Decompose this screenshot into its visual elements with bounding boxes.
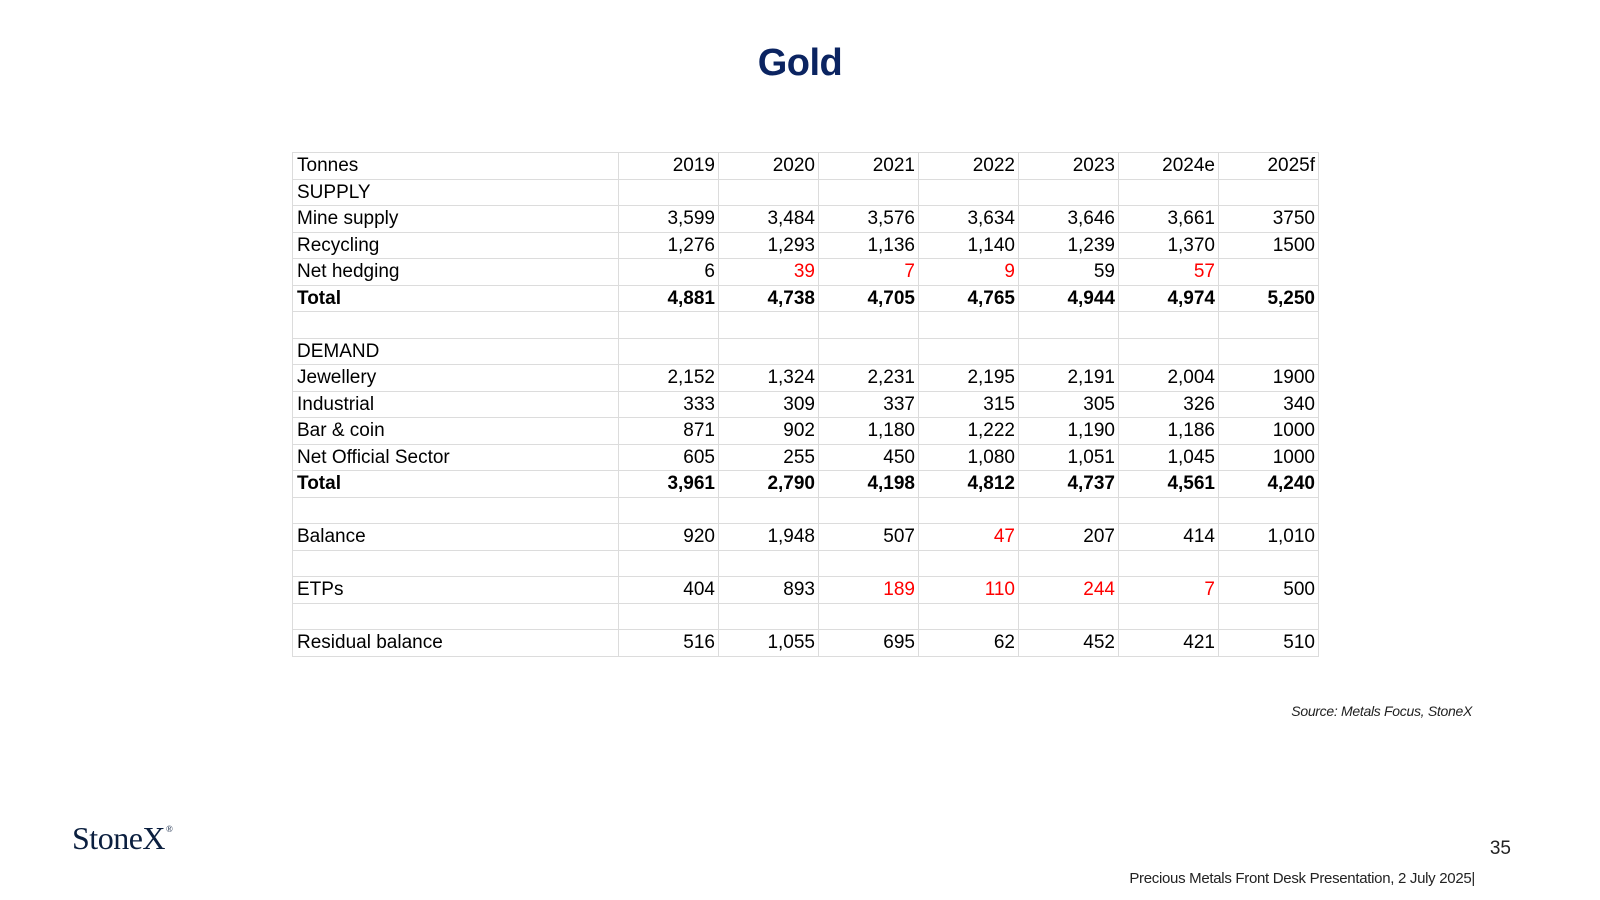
table-row (293, 471, 1319, 498)
table-cell (919, 603, 1019, 630)
table-cell (719, 497, 819, 524)
table-cell: 340 (1219, 391, 1319, 418)
table-row (293, 524, 1319, 551)
table-cell: 59 (1019, 259, 1119, 286)
logo-text: StoneX (72, 820, 165, 856)
row-label (293, 497, 619, 524)
table-cell (1019, 550, 1119, 577)
table-cell: 305 (1019, 391, 1119, 418)
table-cell: 3,634 (919, 206, 1019, 233)
table-cell (1219, 312, 1319, 339)
table-row (293, 179, 1319, 206)
table-cell: 902 (719, 418, 819, 445)
row-label: Total (293, 285, 619, 312)
table-cell: 1000 (1219, 444, 1319, 471)
header-label: Tonnes (293, 153, 619, 180)
table-cell: 1,186 (1119, 418, 1219, 445)
table-header-row (293, 153, 1319, 180)
table-cell: 404 (619, 577, 719, 604)
row-label: Mine supply (293, 206, 619, 233)
table-row (293, 338, 1319, 365)
table-row (293, 444, 1319, 471)
slide-title: Gold (757, 42, 843, 84)
header-year: 2023 (1019, 153, 1119, 180)
table-cell: 2,195 (919, 365, 1019, 392)
table-cell (1019, 312, 1119, 339)
row-label: Balance (293, 524, 619, 551)
table-cell: 4,944 (1019, 285, 1119, 312)
header-year: 2020 (719, 153, 819, 180)
table-cell (1219, 338, 1319, 365)
table-row (293, 259, 1319, 286)
table-cell (619, 497, 719, 524)
table-cell: 4,240 (1219, 471, 1319, 498)
table-cell: 1500 (1219, 232, 1319, 259)
row-label (293, 550, 619, 577)
table-cell (719, 312, 819, 339)
table-body (293, 153, 1319, 657)
table-cell (1119, 603, 1219, 630)
table-row (293, 577, 1319, 604)
table-cell: 421 (1119, 630, 1219, 657)
table-cell: 1,222 (919, 418, 1019, 445)
table-cell: 2,152 (619, 365, 719, 392)
table-cell (1019, 603, 1119, 630)
table-cell: 500 (1219, 577, 1319, 604)
table-cell (1019, 179, 1119, 206)
table-cell: 1,180 (819, 418, 919, 445)
table-cell: 3,646 (1019, 206, 1119, 233)
table-row (293, 497, 1319, 524)
table-cell (819, 312, 919, 339)
table-cell: 1,324 (719, 365, 819, 392)
table-cell (1119, 550, 1219, 577)
header-year: 2022 (919, 153, 1019, 180)
header-year: 2024e (1119, 153, 1219, 180)
table-cell (1019, 497, 1119, 524)
table-cell (1219, 259, 1319, 286)
table-cell: 244 (1019, 577, 1119, 604)
table-cell (1119, 497, 1219, 524)
table-row (293, 312, 1319, 339)
table-cell (919, 312, 1019, 339)
table-cell: 4,812 (919, 471, 1019, 498)
table-cell: 1,239 (1019, 232, 1119, 259)
table-cell (1119, 179, 1219, 206)
table-cell: 695 (819, 630, 919, 657)
table-cell: 4,881 (619, 285, 719, 312)
table-cell: 1,276 (619, 232, 719, 259)
table-cell (619, 603, 719, 630)
table-cell: 7 (819, 259, 919, 286)
row-label: SUPPLY (293, 179, 619, 206)
table-cell: 871 (619, 418, 719, 445)
table-cell: 1000 (1219, 418, 1319, 445)
table-cell: 5,250 (1219, 285, 1319, 312)
table-cell (919, 179, 1019, 206)
table-cell: 4,738 (719, 285, 819, 312)
page-number: 35 (1489, 838, 1511, 859)
table-cell (1219, 603, 1319, 630)
table-cell (1219, 550, 1319, 577)
table-row (293, 365, 1319, 392)
stonex-logo (72, 820, 172, 857)
table-row (293, 391, 1319, 418)
table-cell: 414 (1119, 524, 1219, 551)
table-cell: 57 (1119, 259, 1219, 286)
table-cell: 255 (719, 444, 819, 471)
table-cell (719, 550, 819, 577)
table-cell: 1,010 (1219, 524, 1319, 551)
table-cell: 893 (719, 577, 819, 604)
table-cell: 605 (619, 444, 719, 471)
row-label: Total (293, 471, 619, 498)
table-cell: 7 (1119, 577, 1219, 604)
table-cell: 3,961 (619, 471, 719, 498)
table-cell (719, 338, 819, 365)
table-cell: 39 (719, 259, 819, 286)
table-cell: 1,140 (919, 232, 1019, 259)
registered-mark: ® (166, 824, 173, 834)
header-year: 2025f (1219, 153, 1319, 180)
table-cell: 337 (819, 391, 919, 418)
table-cell: 1,370 (1119, 232, 1219, 259)
table-cell: 3,661 (1119, 206, 1219, 233)
table-cell: 507 (819, 524, 919, 551)
table-cell (1219, 497, 1319, 524)
table-cell (919, 338, 1019, 365)
table-cell: 333 (619, 391, 719, 418)
table-cell: 207 (1019, 524, 1119, 551)
table-cell (719, 603, 819, 630)
table-cell: 2,191 (1019, 365, 1119, 392)
table-row (293, 603, 1319, 630)
row-label (293, 312, 619, 339)
row-label (293, 603, 619, 630)
table-cell: 4,765 (919, 285, 1019, 312)
table-cell (619, 179, 719, 206)
footer-text: Precious Metals Front Desk Presentation, 2 July 2025| (1129, 870, 1475, 887)
table-cell: 3,599 (619, 206, 719, 233)
table-cell (1019, 338, 1119, 365)
table-cell: 6 (619, 259, 719, 286)
table-cell: 1,293 (719, 232, 819, 259)
supply-demand-table (292, 152, 1319, 657)
table-cell: 4,974 (1119, 285, 1219, 312)
table-cell: 1,055 (719, 630, 819, 657)
table-cell: 62 (919, 630, 1019, 657)
table-cell (819, 179, 919, 206)
table-cell (819, 338, 919, 365)
table-cell (819, 603, 919, 630)
row-label: ETPs (293, 577, 619, 604)
table-row (293, 550, 1319, 577)
table-cell: 189 (819, 577, 919, 604)
table-cell: 3,484 (719, 206, 819, 233)
table-cell: 1,948 (719, 524, 819, 551)
table-cell: 516 (619, 630, 719, 657)
header-year: 2019 (619, 153, 719, 180)
table-cell (719, 179, 819, 206)
table-cell: 3,576 (819, 206, 919, 233)
row-label: Industrial (293, 391, 619, 418)
table-cell (919, 497, 1019, 524)
table-row (293, 418, 1319, 445)
table-row (293, 232, 1319, 259)
table-row (293, 206, 1319, 233)
row-label: Jewellery (293, 365, 619, 392)
row-label: Recycling (293, 232, 619, 259)
table-cell: 1,080 (919, 444, 1019, 471)
table-cell (819, 497, 919, 524)
table-cell: 510 (1219, 630, 1319, 657)
table-cell: 3750 (1219, 206, 1319, 233)
table-cell: 315 (919, 391, 1019, 418)
table-row (293, 630, 1319, 657)
table-cell: 9 (919, 259, 1019, 286)
table-cell (619, 312, 719, 339)
table-cell: 2,231 (819, 365, 919, 392)
row-label: Residual balance (293, 630, 619, 657)
source-note: Source: Metals Focus, StoneX (1291, 703, 1472, 719)
row-label: Bar & coin (293, 418, 619, 445)
table-cell: 4,198 (819, 471, 919, 498)
table-cell: 920 (619, 524, 719, 551)
table-cell (619, 338, 719, 365)
header-year: 2021 (819, 153, 919, 180)
table-cell: 452 (1019, 630, 1119, 657)
table-cell: 309 (719, 391, 819, 418)
table-cell (819, 550, 919, 577)
table-cell: 4,737 (1019, 471, 1119, 498)
table-cell: 4,561 (1119, 471, 1219, 498)
table-cell (1119, 312, 1219, 339)
table-cell: 326 (1119, 391, 1219, 418)
row-label: Net hedging (293, 259, 619, 286)
row-label: DEMAND (293, 338, 619, 365)
table-cell: 1,051 (1019, 444, 1119, 471)
table-cell (619, 550, 719, 577)
table-cell: 1,136 (819, 232, 919, 259)
table-cell: 1,045 (1119, 444, 1219, 471)
row-label: Net Official Sector (293, 444, 619, 471)
table-row (293, 285, 1319, 312)
table-cell (1219, 179, 1319, 206)
table-cell: 450 (819, 444, 919, 471)
table-cell (919, 550, 1019, 577)
table-cell: 2,004 (1119, 365, 1219, 392)
table-cell: 1,190 (1019, 418, 1119, 445)
table-cell: 4,705 (819, 285, 919, 312)
table-cell: 1900 (1219, 365, 1319, 392)
table-cell: 2,790 (719, 471, 819, 498)
table-cell: 47 (919, 524, 1019, 551)
table-cell (1119, 338, 1219, 365)
table-cell: 110 (919, 577, 1019, 604)
